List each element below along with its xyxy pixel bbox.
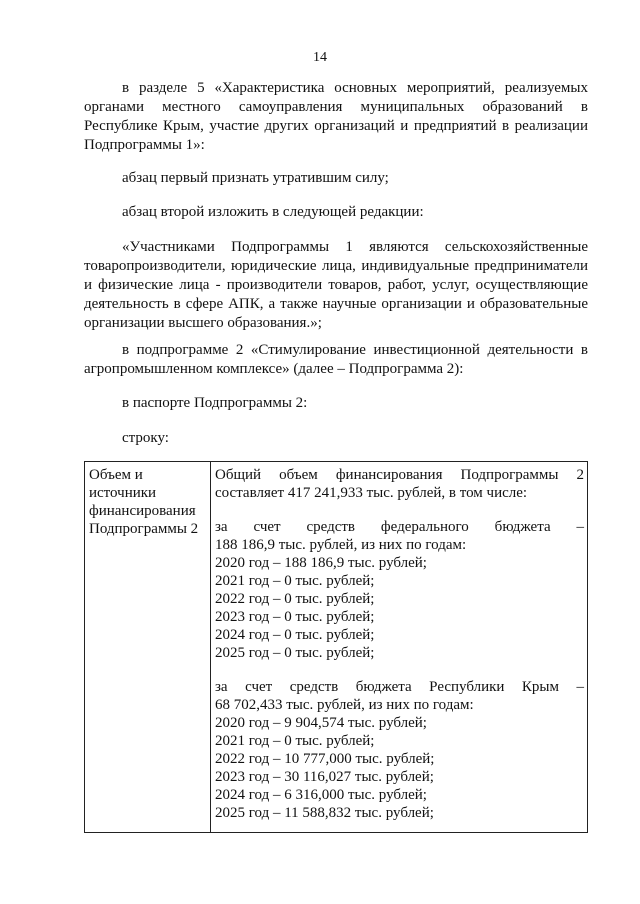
federal-year-line: 2024 год – 0 тыс. рублей; [215,627,375,643]
paragraph-section-5 [84,79,588,155]
paragraph-text: в разделе 5 «Характеристика основных мероприятий, реализуемых органами местного самоуправления муниципальных образований в Республике Крым, участие других организаций и предприятий в реализации Подпрограммы 1»: [84,80,588,153]
table-header-line: финансирования [89,503,196,519]
table-header-line: Объем и [89,467,143,483]
federal-year-line: 2021 год – 0 тыс. рублей; [215,573,375,589]
paragraph-passport [84,394,588,413]
paragraph-text: в паспорте Подпрограммы 2: [122,395,308,411]
paragraph-subprogram-2 [84,341,588,379]
table-header-line: источники [89,485,157,501]
federal-year-line: 2023 год – 0 тыс. рублей; [215,609,375,625]
paragraph-participants [84,238,588,333]
paragraph-text: абзац первый признать утратившим силу; [122,170,389,186]
republic-year-line: 2020 год – 9 904,574 тыс. рублей; [215,715,427,731]
republic-budget-line: 68 702,433 тыс. рублей, из них по годам: [215,697,474,713]
table-value-cell [211,462,587,832]
table-header-line: Подпрограммы 2 [89,521,199,537]
total-financing-line: Общий объем финансирования Подпрограммы 2 [215,467,584,483]
financing-table [84,461,588,833]
table-row-header-cell [85,462,211,832]
republic-year-line: 2024 год – 6 316,000 тыс. рублей; [215,787,427,803]
paragraph-text: в подпрограмме 2 «Стимулирование инвестиционной деятельности в агропромышленном комплексе» (далее – Подпрограмма 2): [84,342,588,377]
republic-year-line: 2023 год – 30 116,027 тыс. рублей; [215,769,434,785]
page-number: 14 [313,50,327,65]
republic-year-line: 2025 год – 11 588,832 тыс. рублей; [215,805,434,821]
paragraph-first-abzac [84,169,588,188]
paragraph-row-label [84,429,588,448]
federal-year-line: 2020 год – 188 186,9 тыс. рублей; [215,555,427,571]
federal-budget-line: 188 186,9 тыс. рублей, из них по годам: [215,537,467,553]
total-financing-line: составляет 417 241,933 тыс. рублей, в том числе: [215,485,528,501]
republic-budget-line: за счет средств бюджета Республики Крым – [215,679,584,695]
paragraph-second-abzac [84,203,588,222]
republic-year-line: 2021 год – 0 тыс. рублей; [215,733,375,749]
paragraph-text: «Участниками Подпрограммы 1 являются сельскохозяйственные товаропроизводители, юридические лица, индивидуальные предприниматели и физические лица - производители товаров, работ, услуг, осуществляющие деятельность в сфере АПК, а также научные организации и образовательные организации высшего образования.»; [84,239,588,331]
federal-budget-line: за счет средств федерального бюджета – [215,519,584,535]
republic-year-line: 2022 год – 10 777,000 тыс. рублей; [215,751,435,767]
federal-year-line: 2025 год – 0 тыс. рублей; [215,645,375,661]
federal-year-line: 2022 год – 0 тыс. рублей; [215,591,375,607]
paragraph-text: абзац второй изложить в следующей редакции: [122,204,424,220]
paragraph-text: строку: [122,430,169,446]
